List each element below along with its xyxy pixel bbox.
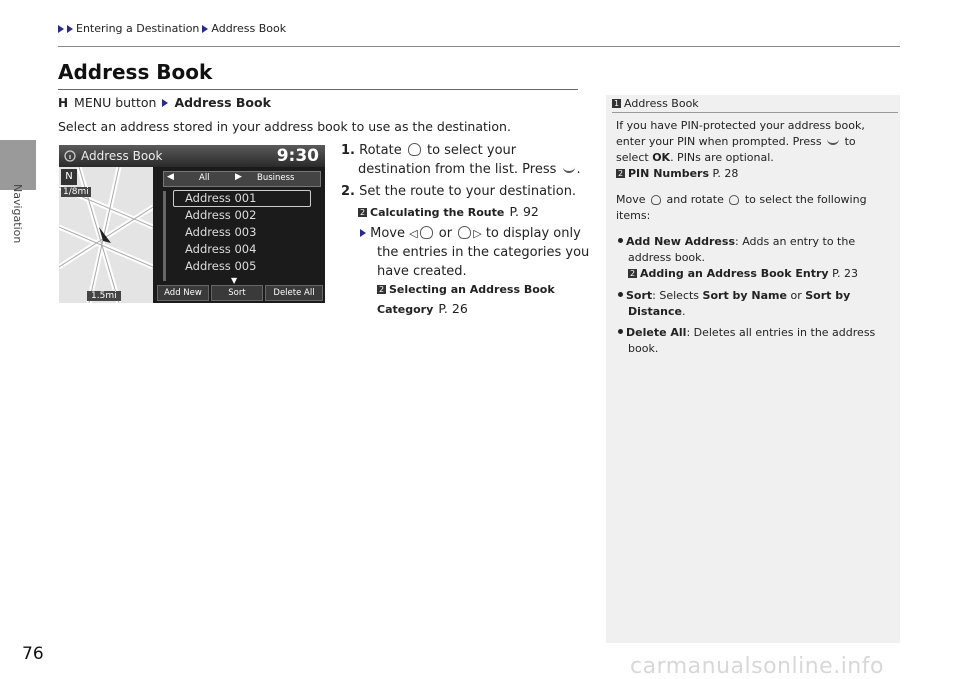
tab-next-icon[interactable]: ▶ bbox=[235, 172, 242, 182]
note-bullet-add-new: Add New Address: Adds an entry to the address book. 2 Adding an Address Book Entry P. 23 bbox=[618, 234, 894, 282]
breadcrumb-arrow-icon bbox=[202, 25, 208, 33]
bullet-icon bbox=[618, 329, 623, 334]
side-note-heading: 1 Address Book bbox=[613, 97, 699, 110]
note-paragraph-1: If you have PIN-protected your address book, enter your PIN when prompted. Press to select OK. PINs are optional. 2 PIN Numbers P. 28 bbox=[616, 119, 865, 180]
header-divider bbox=[58, 46, 900, 47]
screen-clock: 9:30 bbox=[276, 146, 319, 166]
north-compass-icon[interactable]: N bbox=[61, 169, 77, 185]
tab-all[interactable]: All bbox=[199, 173, 210, 183]
note-icon: 1 bbox=[613, 99, 620, 108]
reference-icon: 2 bbox=[359, 208, 366, 217]
page-number: 76 bbox=[22, 644, 44, 664]
bullet-icon bbox=[618, 292, 623, 297]
step-text: destination from the list. Press bbox=[358, 162, 557, 177]
interface-dial-icon bbox=[651, 195, 661, 205]
step-text: to select your bbox=[426, 143, 517, 158]
add-entry-reference[interactable]: 2 Adding an Address Book Entry P. 23 bbox=[629, 267, 858, 280]
address-item-label: Address 004 bbox=[185, 242, 257, 256]
list-item[interactable] bbox=[175, 208, 305, 223]
side-note-divider bbox=[612, 112, 898, 113]
breadcrumb bbox=[58, 22, 286, 35]
address-item-label: Address 002 bbox=[185, 208, 257, 222]
step-2 bbox=[341, 182, 581, 201]
reference-icon: 2 bbox=[378, 285, 385, 294]
reference-icon: 2 bbox=[617, 169, 624, 178]
list-item[interactable] bbox=[175, 225, 305, 240]
breadcrumb-item[interactable]: Address Book bbox=[211, 22, 287, 35]
right-arrow-icon: ▷ bbox=[473, 227, 482, 240]
substep: Move ◁ or ▷ to display only the entries in the categories you have created. bbox=[360, 224, 590, 281]
note-bullet-delete-all: Delete All: Deletes all entries in the address book. bbox=[618, 325, 894, 357]
watermark: carmanualsonline.info bbox=[630, 654, 884, 679]
tab-prev-icon[interactable]: ◀ bbox=[167, 172, 174, 182]
screen-title: Address Book bbox=[81, 149, 163, 163]
chapter-label: Navigation bbox=[11, 184, 24, 244]
map-scale-bottom[interactable]: 1.5mi bbox=[87, 291, 121, 301]
bullet-icon bbox=[618, 238, 623, 243]
interface-dial-icon bbox=[729, 195, 739, 205]
scroll-down-icon[interactable]: ▼ bbox=[231, 276, 238, 285]
navigation-screen bbox=[59, 145, 325, 303]
page-title: Address Book bbox=[58, 60, 213, 84]
step-number: 2. bbox=[341, 184, 355, 199]
map-scale-top: 1/8mi bbox=[63, 187, 89, 197]
map-view bbox=[59, 167, 153, 303]
menu-path bbox=[58, 95, 271, 110]
enter-press-icon bbox=[563, 163, 575, 173]
list-item[interactable] bbox=[175, 242, 305, 257]
info-icon bbox=[64, 150, 76, 162]
note-paragraph-2: Move and rotate to select the following items: bbox=[616, 193, 867, 222]
left-arrow-icon: ◁ bbox=[409, 227, 418, 240]
note-bullet-sort: Sort: Selects Sort by Name or Sort by Distance. bbox=[618, 288, 894, 320]
delete-all-button[interactable]: Delete All bbox=[265, 285, 323, 301]
breadcrumb-item[interactable]: Entering a Destination bbox=[76, 22, 200, 35]
interface-dial-icon bbox=[420, 226, 433, 239]
menu-target: Address Book bbox=[174, 95, 271, 110]
title-divider bbox=[58, 89, 578, 90]
pin-reference[interactable]: 2 PIN Numbers P. 28 bbox=[617, 167, 739, 180]
address-item-label: Address 003 bbox=[185, 225, 257, 239]
list-item[interactable] bbox=[175, 191, 305, 206]
home-icon: H bbox=[58, 95, 69, 110]
reference-icon: 2 bbox=[629, 269, 636, 278]
step-1: 1. Rotate to select your destination from the list. Press . bbox=[341, 143, 581, 177]
arrow-icon bbox=[162, 99, 168, 107]
sort-button[interactable]: Sort bbox=[211, 285, 263, 301]
tab-business[interactable]: Business bbox=[257, 173, 295, 183]
step-2-reference[interactable]: 2 Calculating the Route P. 92 bbox=[359, 204, 539, 219]
add-new-button[interactable]: Add New bbox=[157, 285, 209, 301]
enter-press-icon bbox=[827, 135, 839, 145]
address-list bbox=[153, 167, 325, 303]
menu-button-label: MENU button bbox=[74, 95, 157, 110]
breadcrumb-arrow-icon bbox=[58, 25, 64, 33]
list-item[interactable] bbox=[175, 259, 305, 274]
address-item-label: Address 005 bbox=[185, 259, 257, 273]
list-scrollbar[interactable] bbox=[163, 191, 166, 281]
intro-text: Select an address stored in your address book to use as the destination. bbox=[58, 119, 511, 134]
category-tabs bbox=[163, 171, 321, 187]
interface-dial-icon bbox=[458, 226, 471, 239]
substep-reference[interactable]: 2 Selecting an Address Book Category P. 26 bbox=[377, 283, 555, 316]
arrow-icon bbox=[360, 229, 366, 237]
interface-dial-icon bbox=[408, 143, 421, 156]
address-item-label: Address 001 bbox=[185, 191, 257, 205]
step-number: 1. bbox=[341, 143, 355, 158]
breadcrumb-arrow-icon bbox=[67, 25, 73, 33]
step-text: Rotate bbox=[359, 143, 402, 158]
step-text: Set the route to your destination. bbox=[359, 184, 577, 199]
